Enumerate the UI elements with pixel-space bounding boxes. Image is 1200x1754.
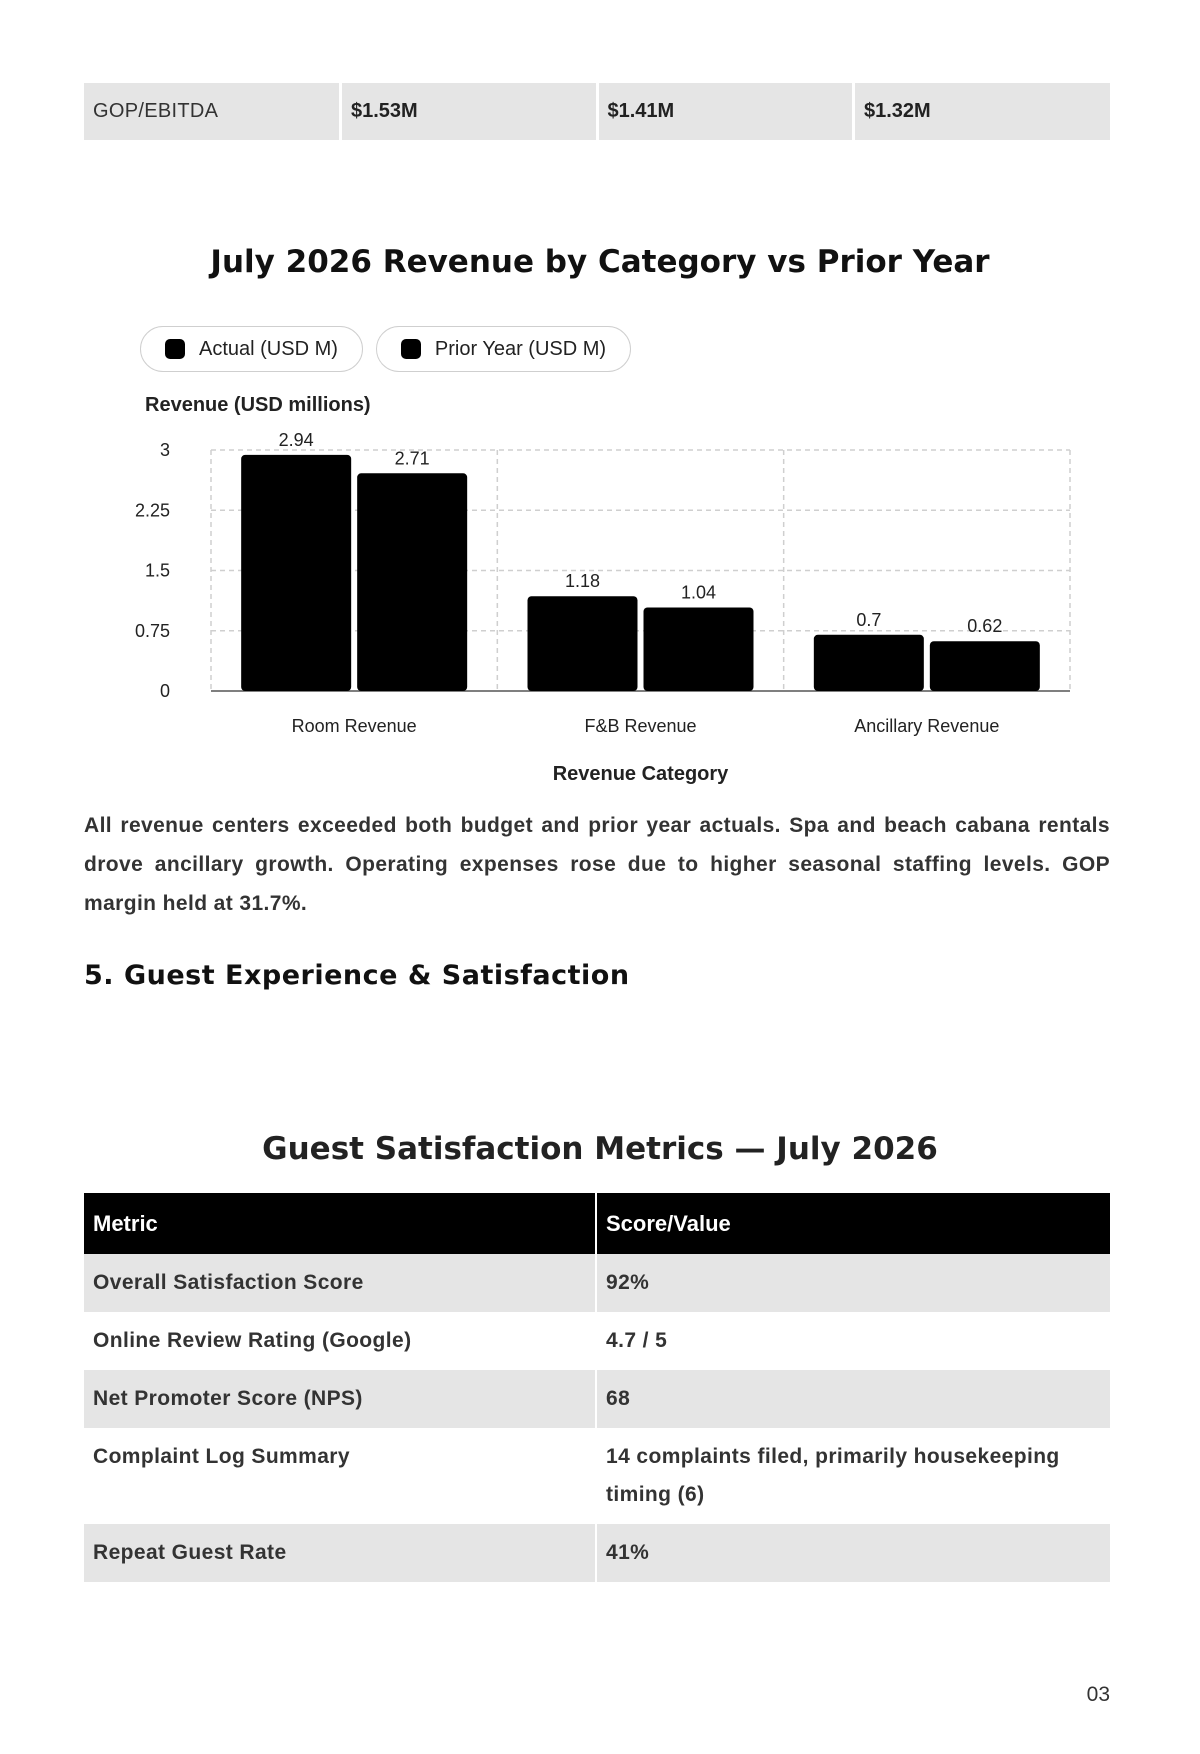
value-cell: 68 <box>596 1370 1110 1428</box>
data-label: 2.71 <box>394 448 430 469</box>
data-label: 2.94 <box>278 429 314 450</box>
x-tick-label: Room Revenue <box>291 716 417 736</box>
chart-title: July 2026 Revenue by Category vs Prior Year <box>210 244 990 280</box>
y-tick-label: 1.5 <box>144 560 170 581</box>
metric-cell: Online Review Rating (Google) <box>84 1312 596 1370</box>
legend-swatch <box>165 339 185 359</box>
row-label: GOP/EBITDA <box>84 83 341 140</box>
page-number: 03 <box>1086 1683 1110 1706</box>
table-row <box>84 1428 1110 1524</box>
data-label: 1.04 <box>680 582 717 603</box>
legend-swatch <box>401 339 421 359</box>
bar <box>814 635 924 691</box>
value-cell: $1.32M <box>854 83 1111 140</box>
metric-cell: Net Promoter Score (NPS) <box>84 1370 596 1428</box>
y-axis-title: Revenue (USD millions) <box>145 394 371 416</box>
column-header: Score/Value <box>596 1193 1110 1254</box>
legend-item-prior-year[interactable] <box>376 326 631 372</box>
bar <box>930 641 1040 691</box>
metric-cell: Complaint Log Summary <box>84 1428 596 1524</box>
column-header: Metric <box>84 1193 596 1254</box>
table-row <box>84 1312 1110 1370</box>
table-row <box>84 1524 1110 1582</box>
legend-label: Prior Year (USD M) <box>434 337 607 360</box>
bar <box>357 473 467 691</box>
metric-cell: Overall Satisfaction Score <box>84 1254 596 1312</box>
x-tick-label: Ancillary Revenue <box>854 716 1000 736</box>
chart-legend <box>140 326 631 372</box>
x-axis-title: Revenue Category <box>552 763 729 785</box>
bar <box>644 607 754 691</box>
legend-item-actual[interactable] <box>140 326 363 372</box>
section-heading: 5. Guest Experience & Satisfaction <box>84 960 630 991</box>
y-tick-label: 3 <box>159 440 170 460</box>
data-label: 1.18 <box>564 571 601 592</box>
metric-cell: Repeat Guest Rate <box>84 1524 596 1582</box>
table-row <box>84 83 1110 140</box>
bar <box>528 596 638 691</box>
data-label: 0.7 <box>856 609 882 630</box>
value-cell: $1.53M <box>341 83 598 140</box>
x-tick-label: F&B Revenue <box>584 716 697 736</box>
y-tick-label: 2.25 <box>134 500 170 521</box>
bar <box>241 455 351 691</box>
table-row <box>84 1370 1110 1428</box>
bar-chart <box>0 380 1200 800</box>
value-cell: $1.41M <box>597 83 854 140</box>
y-tick-label: 0 <box>159 681 170 701</box>
value-cell: 14 complaints filed, primarily housekeeping timing (6) <box>606 1445 1060 1506</box>
data-label: 0.62 <box>967 616 1003 637</box>
value-cell: 4.7 / 5 <box>606 1329 668 1352</box>
satisfaction-table <box>84 1193 1110 1582</box>
legend-label: Actual (USD M) <box>199 337 338 360</box>
financial-summary-table <box>84 83 1110 140</box>
table-title: Guest Satisfaction Metrics — July 2026 <box>262 1131 938 1167</box>
table-header-row <box>84 1193 1110 1254</box>
value-cell: 41% <box>596 1524 1110 1582</box>
y-tick-label: 0.75 <box>134 620 170 641</box>
value-cell: 92% <box>596 1254 1110 1312</box>
table-row <box>84 1254 1110 1312</box>
summary-paragraph: All revenue centers exceeded both budget and prior year actuals. Spa and beach cabana rentals drove ancillary growth. Operating expenses rose due to higher seasonal staffing levels. GOP margin held at 31.7%. <box>84 814 1110 915</box>
